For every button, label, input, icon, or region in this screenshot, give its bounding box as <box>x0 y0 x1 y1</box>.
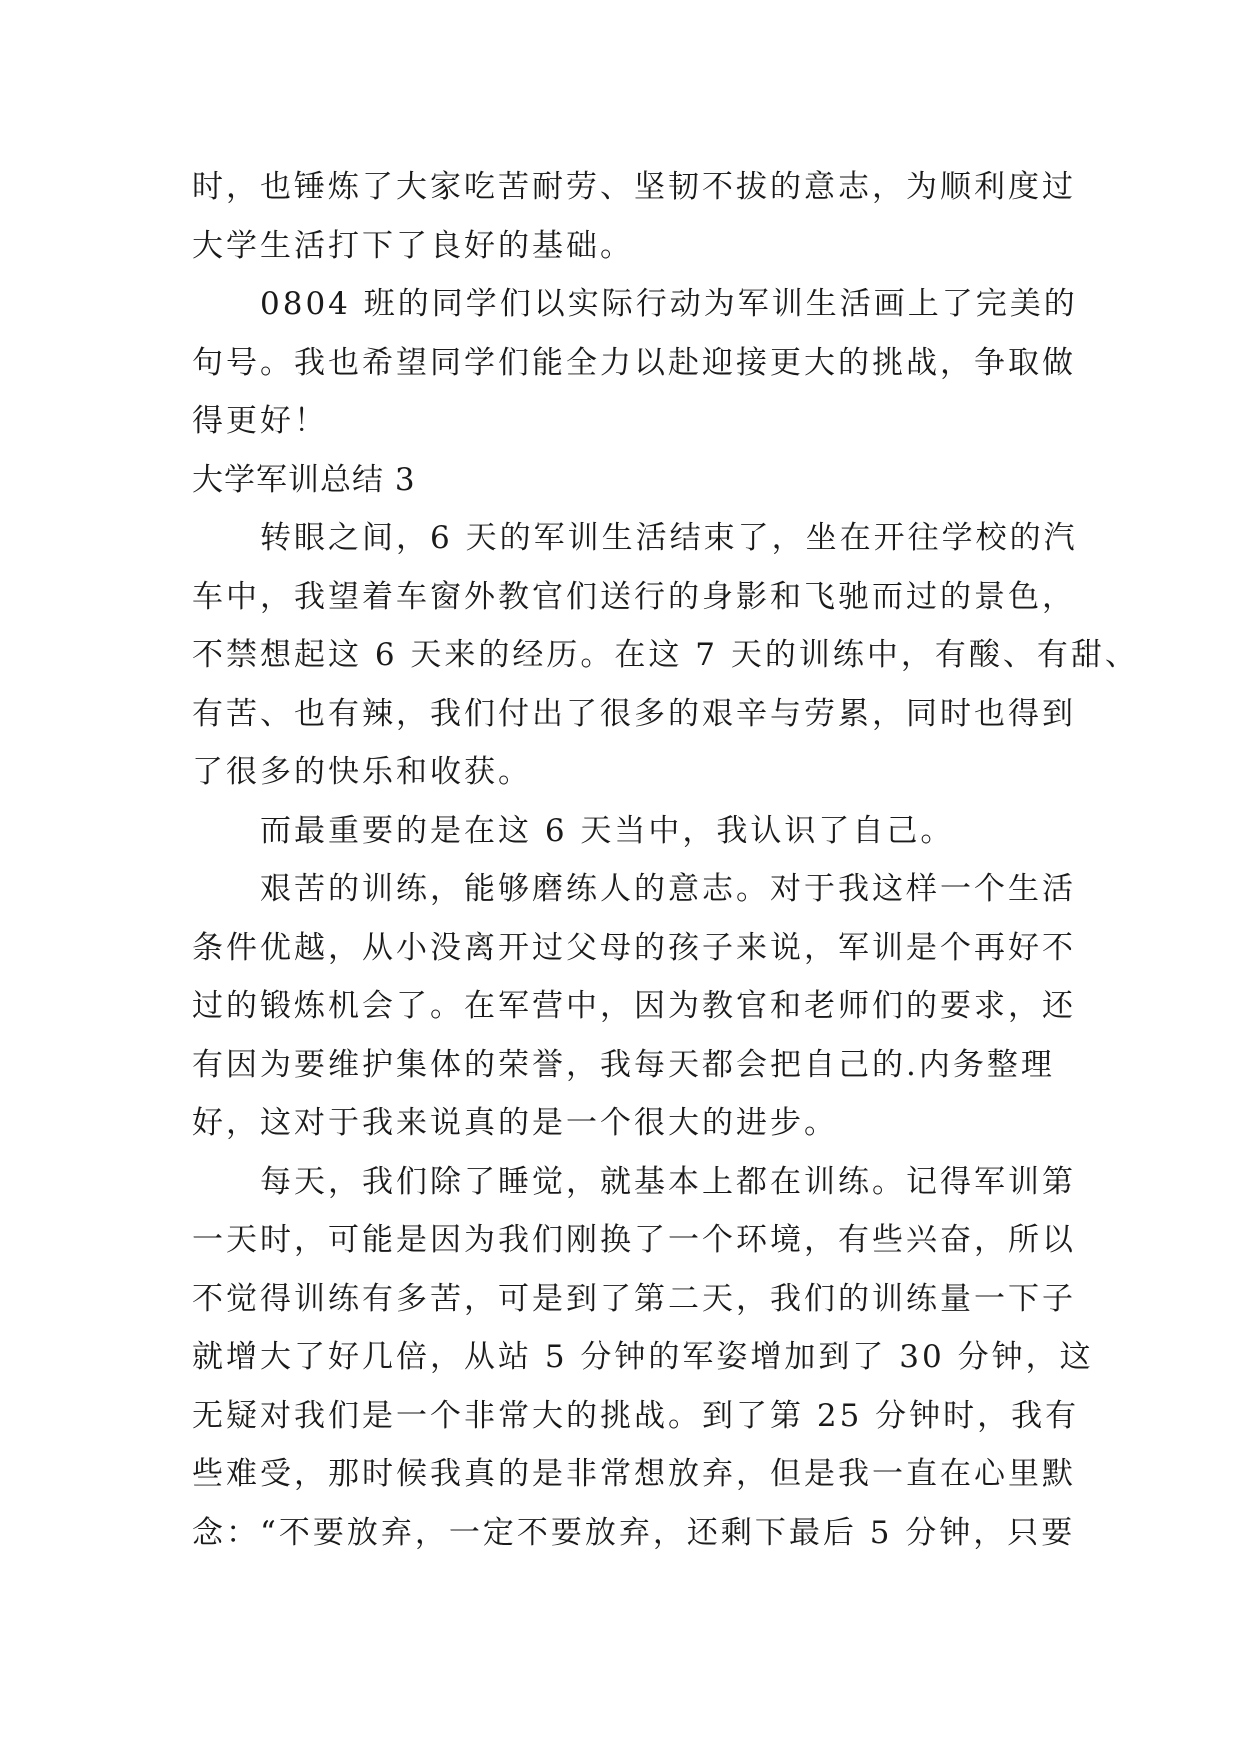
text-line: 车中，我望着车窗外教官们送行的身影和飞驰而过的景色， <box>192 578 1076 615</box>
text-line: 念：“不要放弃，一定不要放弃，还剩下最后 5 分钟，只要 <box>192 1514 1076 1551</box>
text-line: 好，这对于我来说真的是一个很大的进步。 <box>192 1105 838 1141</box>
section-heading: 大学军训总结 3 <box>192 461 416 498</box>
paragraph-start-line: 0804 班的同学们以实际行动为军训生活画上了完美的 <box>260 286 1078 322</box>
text-line: 有因为要维护集体的荣誉，我每天都会把自己的.内务整理 <box>192 1046 1055 1083</box>
text-line: 有苦、也有辣，我们付出了很多的艰辛与劳累，同时也得到 <box>192 695 1076 732</box>
text-line: 不禁想起这 6 天来的经历。在这 7 天的训练中，有酸、有甜、 <box>192 637 1139 673</box>
text-line: 得更好！ <box>192 403 328 439</box>
paragraph-start-line: 每天，我们除了睡觉，就基本上都在训练。记得军训第 <box>260 1163 1076 1200</box>
paragraph-start-line: 而最重要的是在这 6 天当中，我认识了自己。 <box>260 812 955 849</box>
text-line: 句号。我也希望同学们能全力以赴迎接更大的挑战，争取做 <box>192 344 1076 381</box>
document-body <box>192 158 1139 1562</box>
text-line: 不觉得训练有多苦，可是到了第二天，我们的训练量一下子 <box>192 1280 1076 1317</box>
paragraph-start-line: 转眼之间，6 天的军训生活结束了，坐在开往学校的汽 <box>260 520 1078 556</box>
text-line: 就增大了好几倍，从站 5 分钟的军姿增加到了 30 分钟，这 <box>192 1339 1094 1375</box>
text-line: 条件优越，从小没离开过父母的孩子来说，军训是个再好不 <box>192 929 1076 966</box>
text-line: 些难受，那时候我真的是非常想放弃，但是我一直在心里默 <box>192 1456 1076 1492</box>
text-line: 一天时，可能是因为我们刚换了一个环境，有些兴奋，所以 <box>192 1222 1076 1258</box>
text-line: 无疑对我们是一个非常大的挑战。到了第 25 分钟时，我有 <box>192 1397 1080 1434</box>
text-line: 过的锻炼机会了。在军营中，因为教官和老师们的要求，还 <box>192 988 1076 1024</box>
paragraph-start-line: 艰苦的训练，能够磨练人的意志。对于我这样一个生活 <box>260 871 1076 907</box>
text-line: 时，也锤炼了大家吃苦耐劳、坚韧不拔的意志，为顺利度过 <box>192 169 1076 205</box>
text-line: 了很多的快乐和收获。 <box>192 754 532 790</box>
text-line: 大学生活打下了良好的基础。 <box>192 227 634 264</box>
